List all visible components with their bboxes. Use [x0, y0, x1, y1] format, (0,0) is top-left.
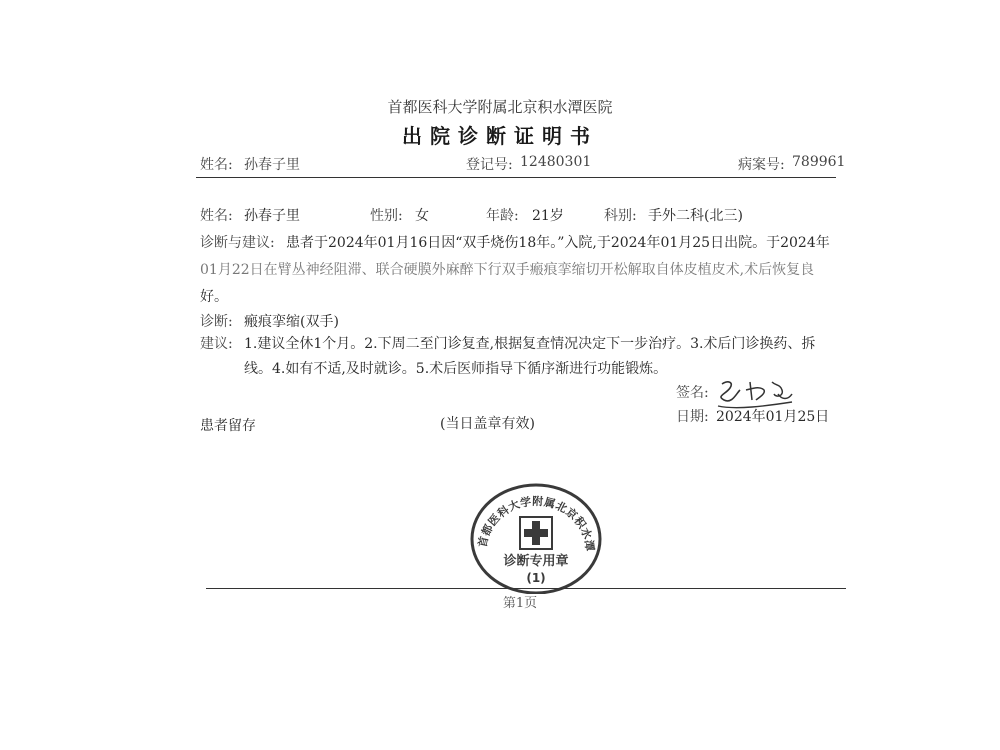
signature-label: 签名:: [676, 385, 709, 401]
patient-name: 孙春子里: [244, 208, 300, 224]
advice-label: 建议:: [200, 336, 233, 352]
gender-label: 性别:: [370, 208, 403, 224]
header-name-value: 孙春子里: [244, 157, 300, 173]
case-number: 789961: [792, 154, 846, 170]
advice-line-2: 线。4.如有不适,及时就诊。5.术后医师指导下循序渐进行功能锻炼。: [244, 361, 668, 377]
registration-label: 登记号:: [466, 157, 513, 173]
department-value: 手外二科(北三): [648, 208, 743, 224]
svg-text:(1): (1): [526, 571, 546, 585]
footer-divider: [206, 588, 846, 589]
svg-text:首都医科大学附属北京积水潭医院: 首都医科大学附属北京积水潭: [475, 494, 597, 553]
history-label: 诊断与建议:: [200, 235, 275, 251]
department-label: 科别:: [604, 208, 637, 224]
stamp-validity-note: (当日盖章有效): [440, 416, 535, 432]
document-title: 出院诊断证明书: [402, 124, 598, 148]
case-number-label: 病案号:: [738, 157, 785, 173]
hospital-name: 首都医科大学附属北京积水潭医院: [387, 98, 613, 116]
patient-name-label: 姓名:: [200, 208, 233, 224]
header-name-label: 姓名:: [200, 157, 233, 173]
gender-value: 女: [415, 208, 429, 224]
diagnosis-value: 瘢痕挛缩(双手): [244, 314, 339, 330]
header-divider: [196, 177, 836, 178]
patient-copy-note: 患者留存: [200, 418, 256, 434]
date-value: 2024年01月25日: [716, 409, 830, 425]
age-value: 21岁: [532, 208, 564, 224]
svg-text:诊断专用章: 诊断专用章: [503, 554, 569, 569]
diagnosis-label: 诊断:: [200, 314, 233, 330]
registration-number: 12480301: [520, 154, 592, 170]
history-line-3: 好。: [200, 289, 228, 305]
red-cross-icon: [520, 517, 552, 549]
history-line-1: 患者于2024年01月16日因“双手烧伤18年。”入院,于2024年01月25日出院。于2024年: [286, 235, 830, 251]
page-number: 第1页: [502, 596, 538, 611]
advice-line-1: 1.建议全休1个月。2.下周二至门诊复查,根据复查情况决定下一步治疗。3.术后门诊换药、拆: [244, 336, 816, 352]
history-line-2: 01月22日在臂丛神经阻滞、联合硬膜外麻醉下行双手瘢痕挛缩切开松解取自体皮植皮术,术后恢复良: [200, 262, 815, 278]
hospital-seal: [466, 479, 606, 594]
date-label: 日期:: [676, 409, 709, 425]
age-label: 年龄:: [486, 208, 519, 224]
